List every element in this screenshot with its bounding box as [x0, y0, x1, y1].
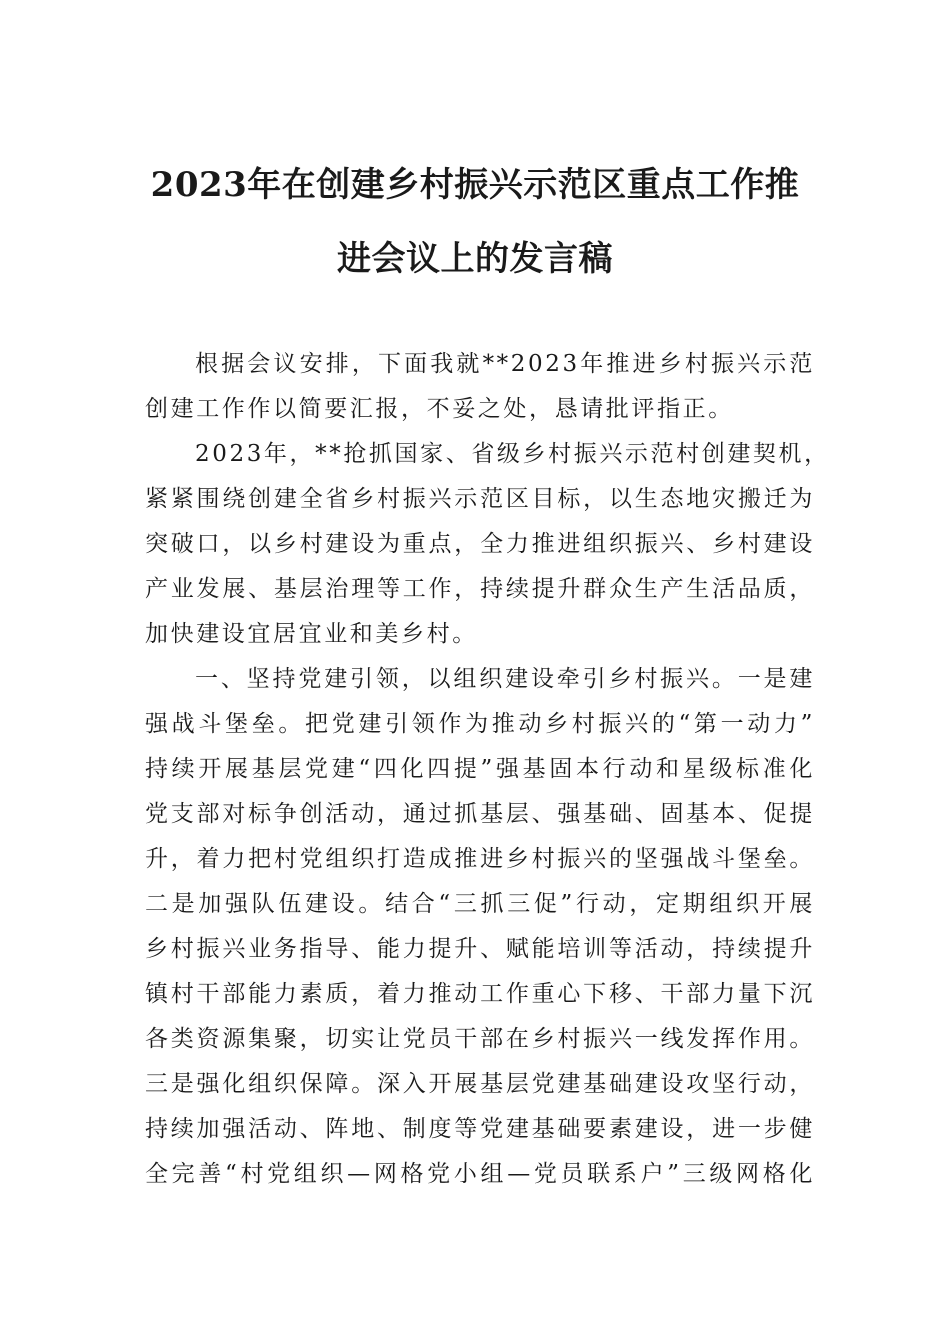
body-line: 乡村振兴业务指导、能力提升、赋能培训等活动，持续提升 [145, 936, 815, 962]
body-line: 2023年，**抢抓国家、省级乡村振兴示范村创建契机， [195, 441, 830, 467]
body-line: 紧紧围绕创建全省乡村振兴示范区目标，以生态地灾搬迁为 [145, 486, 815, 512]
title-line-1: 2023年在创建乡村振兴示范区重点工作推 [150, 165, 800, 205]
body-line: 根据会议安排，下面我就**2023年推进乡村振兴示范 [195, 351, 815, 377]
body-line: 创建工作作以简要汇报，不妥之处，恳请批评指正。 [145, 396, 734, 422]
body-line: 产业发展、基层治理等工作，持续提升群众生产生活品质， [145, 576, 815, 602]
body-line: 镇村干部能力素质，着力推动工作重心下移、干部力量下沉 [145, 981, 815, 1007]
body-line: 党支部对标争创活动，通过抓基层、强基础、固基本、促提 [145, 801, 815, 827]
body-line: 各类资源集聚，切实让党员干部在乡村振兴一线发挥作用。 [145, 1026, 815, 1052]
title-line-2: 进会议上的发言稿 [337, 239, 613, 279]
body-line: 加快建设宜居宜业和美乡村。 [145, 621, 478, 647]
document-body [145, 342, 830, 1197]
body-line: 突破口，以乡村建设为重点，全力推进组织振兴、乡村建设 [145, 531, 815, 557]
body-line: 全完善“村党组织—网格党小组—党员联系户”三级网格化 [145, 1161, 815, 1187]
body-line: 一、坚持党建引领，以组织建设牵引乡村振兴。一是建 [195, 666, 815, 692]
body-line: 强战斗堡垒。把党建引领作为推动乡村振兴的“第一动力” [145, 711, 815, 737]
body-line: 升，着力把村党组织打造成推进乡村振兴的坚强战斗堡垒。 [145, 846, 815, 872]
body-line: 三是强化组织保障。深入开展基层党建基础建设攻坚行动， [145, 1071, 815, 1097]
body-line: 持续开展基层党建“四化四提”强基固本行动和星级标准化 [145, 756, 815, 782]
document-title [100, 165, 850, 279]
body-line: 持续加强活动、阵地、制度等党建基础要素建设，进一步健 [145, 1116, 815, 1142]
body-line: 二是加强队伍建设。结合“三抓三促”行动，定期组织开展 [145, 891, 815, 917]
